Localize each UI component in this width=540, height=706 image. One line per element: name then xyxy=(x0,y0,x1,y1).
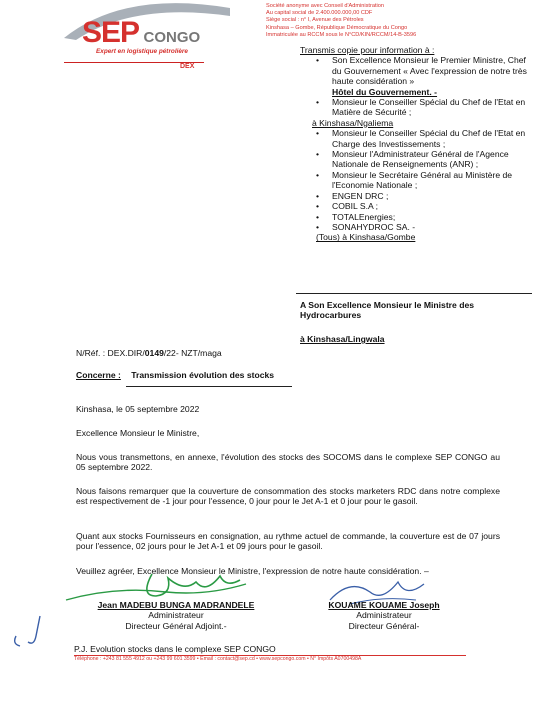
copies-location-2: à Kinshasa/Ngaliema xyxy=(312,117,394,128)
paragraph-2: Nous faisons remarquer que la couverture de consommation des stocks marketers RDC dans notre complexe est respectivement de -1 jour pour l'essence, 0 jour pour le Jet A-1 et 0 jour pour le gasoil. xyxy=(76,486,500,507)
signature-right xyxy=(314,600,454,631)
list-item: • Monsieur le Conseiller Spécial du Chef de l'Etat en Matière de Sécurité ; xyxy=(316,97,526,118)
copies-location-3: (Tous) à Kinshasa/Gombe xyxy=(316,232,416,243)
company-info-line: Siège social : n° I, Avenue des Pétroles xyxy=(266,17,364,24)
list-item: • TOTALEnergies; xyxy=(316,211,396,222)
reference xyxy=(76,348,222,358)
salutation: Excellence Monsieur le Ministre, xyxy=(76,428,200,438)
signature-left xyxy=(76,600,276,631)
company-info-line: Immatriculée au RCCM sous le N°CD/KIN/RCCM/14-B-3596 xyxy=(266,31,417,38)
signer-right-title-1: Administrateur xyxy=(356,610,412,621)
list-item: • Monsieur le Conseiller Spécial du Chef de l'Etat en Charge des Investissements ; xyxy=(316,128,526,149)
footer-contact: Téléphone : +243 81 555 4912 ou +243 99 601 3599 • Email : contact@sep.cd • www.sepcongo.com • N° Impôts A0700498A xyxy=(74,656,362,662)
list-item: • COBIL S.A ; xyxy=(316,201,379,212)
copies-list-1 xyxy=(312,55,532,86)
signer-left-title-2: Directeur Général Adjoint.- xyxy=(125,620,227,631)
reference-number: 0149 xyxy=(144,348,164,358)
letter-date: Kinshasa, le 05 septembre 2022 xyxy=(76,404,200,414)
reference-suffix: /22- NZT/maga xyxy=(163,348,222,358)
reference-prefix: N/Réf. : DEX.DIR/ xyxy=(76,348,145,358)
list-item: • Son Excellence Monsieur le Premier Ministre, Chef du Gouvernement « Avec l'expression de notre très haute considération » xyxy=(316,55,527,87)
list-item: • Monsieur l'Administrateur Général de l'Agence Nationale de Renseignements (ANR) ; xyxy=(316,149,509,170)
list-item: • SONAHYDROC SA. - xyxy=(316,221,416,232)
copies-list-2 xyxy=(312,97,532,118)
logo-sep: SEP xyxy=(82,16,140,49)
signer-left-name: Jean MADEBU BUNGA MADRANDELE xyxy=(97,600,255,610)
company-info xyxy=(266,3,536,39)
subject-rule xyxy=(126,386,292,387)
subject-label: Concerne : xyxy=(76,370,121,380)
margin-initials-icon xyxy=(6,612,50,652)
recipient-location: à Kinshasa/Lingwala xyxy=(300,334,385,344)
copies-location-1: Hôtel du Gouvernement. - xyxy=(332,86,438,97)
subject-text: Transmission évolution des stocks xyxy=(131,370,275,380)
recipient-line-1: A Son Excellence Monsieur le Ministre des xyxy=(300,300,474,310)
closing: Veuillez agréer, Excellence Monsieur le Ministre, l'expression de notre haute considération. – xyxy=(76,566,429,576)
department-code: DEX xyxy=(180,63,195,70)
recipient-line-2: Hydrocarbures xyxy=(300,310,362,321)
list-item: • ENGEN DRC ; xyxy=(316,190,389,201)
logo-congo: CONGO xyxy=(143,29,201,46)
recipient-block xyxy=(300,300,536,321)
copies-list-3 xyxy=(312,128,532,232)
company-info-line: Kinshasa – Gombe, République Démocratique du Congo xyxy=(266,24,408,31)
company-info-line: Société anonyme avec Conseil d'Administration xyxy=(266,3,384,9)
copies-block xyxy=(300,45,532,243)
subject xyxy=(76,370,274,380)
separator-rule xyxy=(296,293,532,294)
signer-right-title-2: Directeur Général- xyxy=(348,620,420,631)
logo-block xyxy=(44,2,234,70)
signer-right-name: KOUAME KOUAME Joseph xyxy=(328,600,440,610)
company-info-line: Au capital social de 2.400.000.000,00 CDF xyxy=(266,10,373,17)
paragraph-1: Nous vous transmettons, en annexe, l'évolution des stocks des SOCOMS dans le complexe SEP CONGO au 05 septembre 2022. xyxy=(76,452,500,473)
list-item: • Monsieur le Secrétaire Général au Ministère de l'Economie Nationale ; xyxy=(316,169,513,191)
attachment-note: P.J. Evolution stocks dans le complexe SEP CONGO xyxy=(74,644,276,654)
copies-heading: Transmis copie pour information à : xyxy=(300,45,435,55)
logo-tagline: Expert en logistique pétrolière xyxy=(96,48,188,55)
paragraph-3: Quant aux stocks Fournisseurs en consignation, au rythme actuel de commande, la couverture est de 07 jours pour l'essence, 02 jours pour le Jet A-1 et 09 jours pour le gasoil. xyxy=(76,531,500,552)
signer-left-title-1: Administrateur xyxy=(148,610,204,621)
